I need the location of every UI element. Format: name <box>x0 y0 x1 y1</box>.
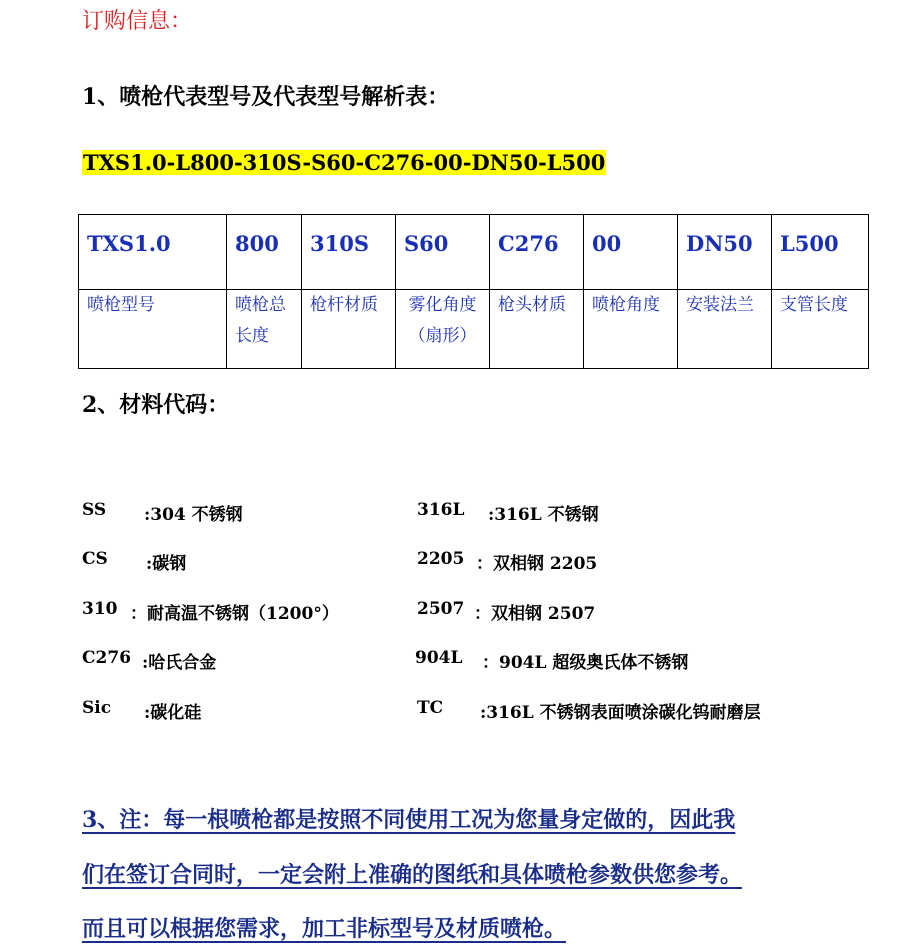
material-code: 2507 <box>417 599 465 619</box>
desc-line: 喷枪总 <box>235 295 286 315</box>
desc-cell <box>396 290 490 369</box>
section2-heading: 2、材料代码： <box>82 392 230 418</box>
material-desc: :316L 不锈钢表面喷涂碳化钨耐磨层 <box>480 703 761 723</box>
material-desc: :304 不锈钢 <box>144 505 243 525</box>
material-code: TC <box>417 698 444 718</box>
desc-cell <box>490 290 584 369</box>
desc-line: （扇形） <box>408 326 477 346</box>
model-breakdown-table <box>78 214 869 369</box>
material-code: Sic <box>82 698 112 718</box>
model-code-highlight: TXS1.0-L800-310S-S60-C276-00-DN50-L500 <box>83 150 606 175</box>
material-desc: :碳钢 <box>146 554 187 574</box>
material-code: 2205 <box>417 549 465 569</box>
material-desc: ：904L 超级奥氏体不锈钢 <box>482 653 689 673</box>
note-line: 们在签订合同时，一定会附上准确的图纸和具体喷枪参数供您参考。 <box>82 862 743 888</box>
material-desc: :哈氏合金 <box>142 653 217 673</box>
code-cell: DN50 <box>678 215 772 290</box>
note-line: 而且可以根据您需求，加工非标型号及材质喷枪。 <box>82 916 567 942</box>
code-cell: 800 <box>227 215 302 290</box>
desc-cell <box>678 290 772 369</box>
material-code: 316L <box>417 500 465 520</box>
description-row <box>79 290 869 369</box>
desc-line: 喷枪型号 <box>87 295 155 315</box>
note-line: 3、注：每一根喷枪都是按照不同使用工况为您量身定做的，因此我 <box>82 807 736 833</box>
desc-cell <box>227 290 302 369</box>
desc-line: 枪头材质 <box>498 295 566 315</box>
desc-line: 安装法兰 <box>686 295 754 315</box>
desc-cell <box>79 290 227 369</box>
code-row <box>79 215 869 290</box>
material-desc: ：双相钢 2507 <box>474 604 596 624</box>
material-code: CS <box>82 549 108 569</box>
desc-cell <box>584 290 678 369</box>
section1-heading: 1、喷枪代表型号及代表型号解析表： <box>82 84 450 110</box>
desc-line: 喷枪角度 <box>592 295 660 315</box>
material-code: C276 <box>82 648 132 668</box>
material-code: 904L <box>415 648 463 668</box>
code-cell: TXS1.0 <box>79 215 227 290</box>
code-cell: L500 <box>772 215 869 290</box>
order-info-title: 订购信息： <box>82 9 193 34</box>
code-cell: 00 <box>584 215 678 290</box>
code-cell: 310S <box>302 215 396 290</box>
material-desc: ：双相钢 2205 <box>476 554 598 574</box>
material-desc: :316L 不锈钢 <box>488 505 599 525</box>
desc-line: 支管长度 <box>780 295 848 315</box>
code-cell: C276 <box>490 215 584 290</box>
material-desc: :碳化硅 <box>144 703 202 723</box>
material-code: 310 <box>82 599 118 619</box>
code-cell: S60 <box>396 215 490 290</box>
desc-line: 长度 <box>235 326 269 346</box>
material-code: SS <box>82 500 107 520</box>
desc-line: 枪杆材质 <box>310 295 378 315</box>
desc-line: 雾化角度 <box>408 295 477 315</box>
desc-cell <box>772 290 869 369</box>
material-desc: ：耐高温不锈钢（1200°） <box>130 604 339 624</box>
desc-cell <box>302 290 396 369</box>
